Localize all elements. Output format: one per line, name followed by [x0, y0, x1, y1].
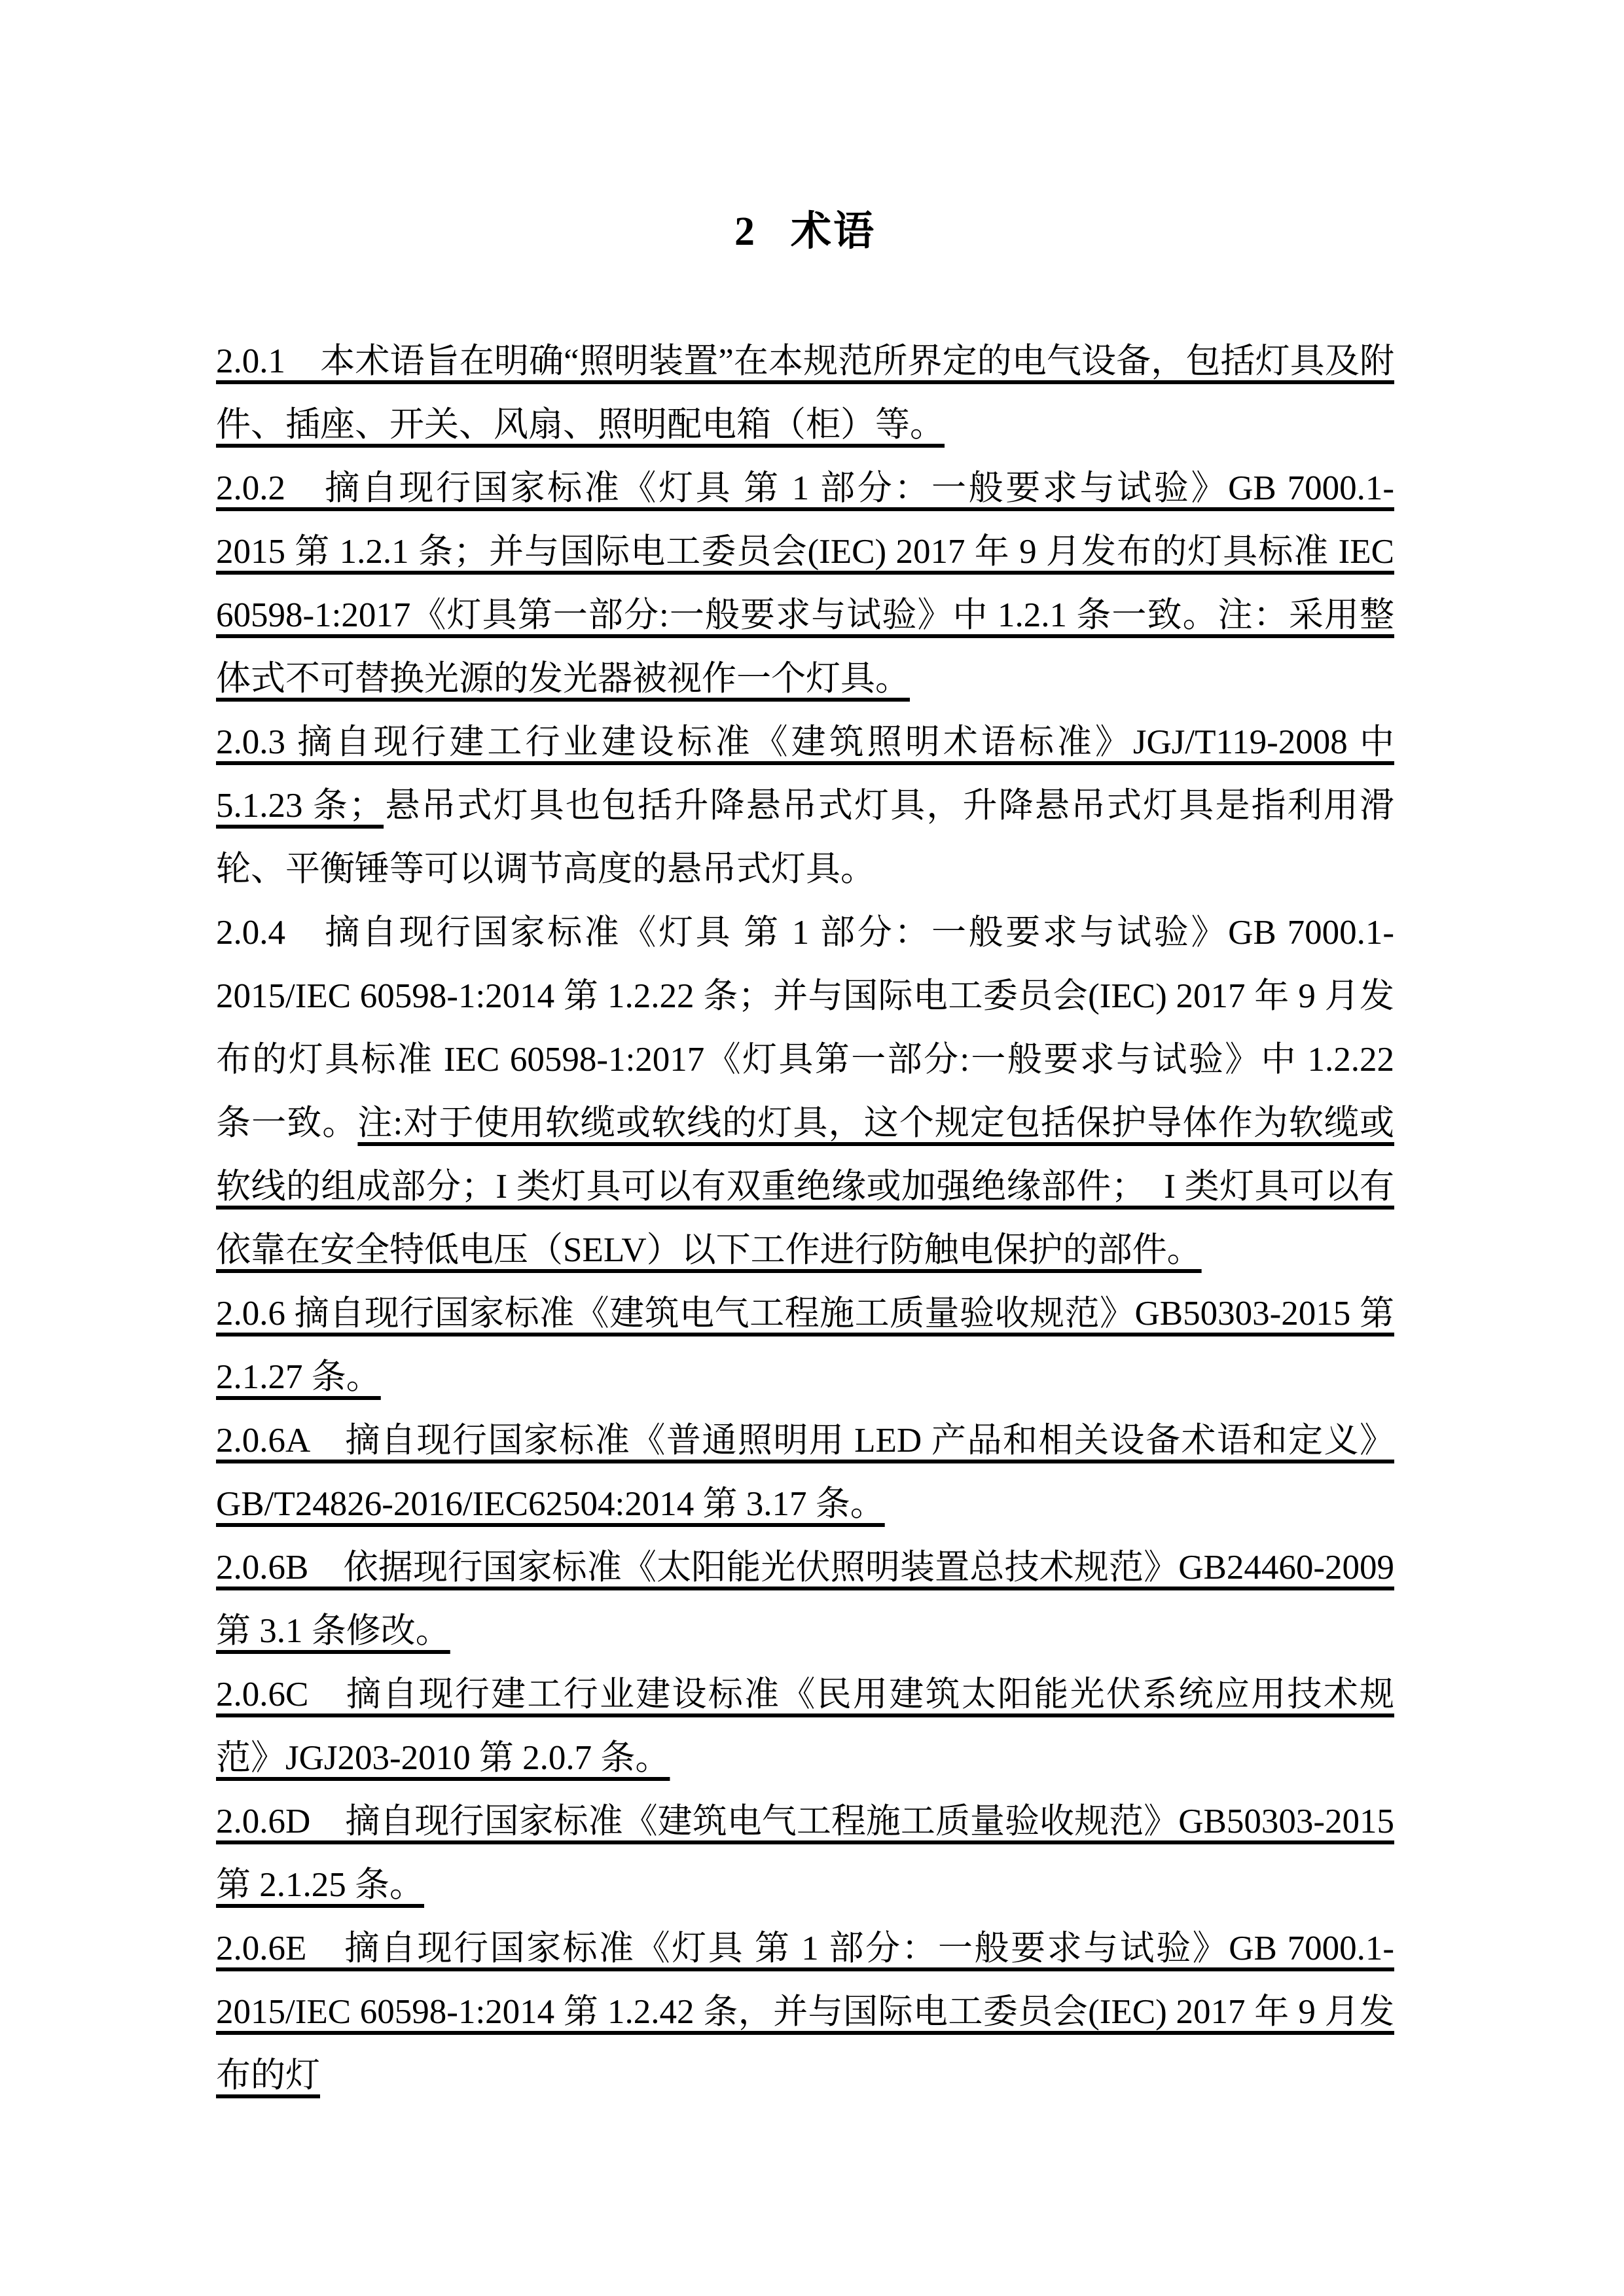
- clause-text-segment: 悬吊式灯具也包括升降悬吊式灯具，升降悬吊式灯具是指利用滑轮、平衡锤等可以调节高度的悬吊式灯具。: [216, 787, 1395, 888]
- terminology-paragraphs: [216, 330, 1394, 2108]
- section-title: 术语: [790, 209, 876, 254]
- section-number: 2: [734, 209, 757, 254]
- clause-text-segment: 2.0.1 本术语旨在明确“照明装置”在本规范所界定的电气设备，包括灯具及附件、插座、开关、风扇、照明配电箱（柜）等。: [216, 342, 1394, 444]
- clause-text-segment: 2.0.2 摘自现行国家标准《灯具 第 1 部分：一般要求与试验》GB 7000.1-2015 第 1.2.1 条；并与国际电工委员会(IEC) 2017 年 9 月发布的灯具标准 IEC 60598-1:2017《灯具第一部分:一般要求与试验》中 1.2.1 条一致。注：采用整体式不可替换光源的发光器被视作一个灯具。: [216, 469, 1394, 698]
- clause-2.0.6A: [216, 1409, 1394, 1536]
- content-column: [216, 0, 1394, 2108]
- clause-text-segment: 注:对于使用软缆或软线的灯具，这个规定包括保护导体作为软缆或软线的组成部分；I 类灯具可以有双重绝缘或加强绝缘部件； I 类灯具可以有依靠在安全特低电压（SELV）以下工作进行防触电保护的部件。: [216, 1104, 1395, 1269]
- clause-text-segment: 2.0.6B 依据现行国家标准《太阳能光伏照明装置总技术规范》GB24460-2009 第 3.1 条修改。: [216, 1549, 1394, 1650]
- clause-text-segment: 2.0.6A 摘自现行国家标准《普通照明用 LED 产品和相关设备术语和定义》GB/T24826-2016/IEC62504:2014 第 3.17 条。: [216, 1422, 1394, 1523]
- clause-text-segment: 2.0.3 摘自现行建工行业建设标准《建筑照明术语标准》JGJ/T119-2008 中 5.1.23 条；: [216, 723, 1394, 825]
- clause-2.0.2: [216, 457, 1394, 711]
- clause-2.0.6D: [216, 1790, 1394, 1917]
- clause-text-segment: 2.0.6C 摘自现行建工行业建设标准《民用建筑太阳能光伏系统应用技术规范》JGJ203-2010 第 2.0.7 条。: [216, 1676, 1394, 1777]
- clause-text-segment: 2.0.6E 摘自现行国家标准《灯具 第 1 部分：一般要求与试验》GB 7000.1-2015/IEC 60598-1:2014 第 1.2.42 条，并与国际电工委员会(IEC) 2017 年 9 月发布的灯: [216, 1929, 1394, 2094]
- clause-2.0.6B: [216, 1536, 1394, 1663]
- page-title: [216, 207, 1394, 257]
- clause-2.0.3: [216, 711, 1394, 901]
- clause-2.0.6E: [216, 1917, 1394, 2108]
- clause-2.0.6C: [216, 1663, 1394, 1790]
- clause-2.0.6: [216, 1282, 1394, 1409]
- clause-text-segment: 2.0.6D 摘自现行国家标准《建筑电气工程施工质量验收规范》GB50303-2015 第 2.1.25 条。: [216, 1803, 1394, 1904]
- clause-2.0.1: [216, 330, 1394, 457]
- clause-text-segment: 2.0.6 摘自现行国家标准《建筑电气工程施工质量验收规范》GB50303-2015 第 2.1.27 条。: [216, 1295, 1394, 1396]
- clause-text-segment: 2.0.4 摘自现行国家标准《灯具 第 1 部分：一般要求与试验》GB 7000.1-2015/IEC 60598-1:2014 第 1.2.22 条；并与国际电工委员会(IEC) 2017 年 9 月发布的灯具标准 IEC 60598-1:2017《灯具第一部分:一般要求与试验》中 1.2.22 条一致。: [216, 914, 1394, 1142]
- clause-2.0.4: [216, 901, 1394, 1282]
